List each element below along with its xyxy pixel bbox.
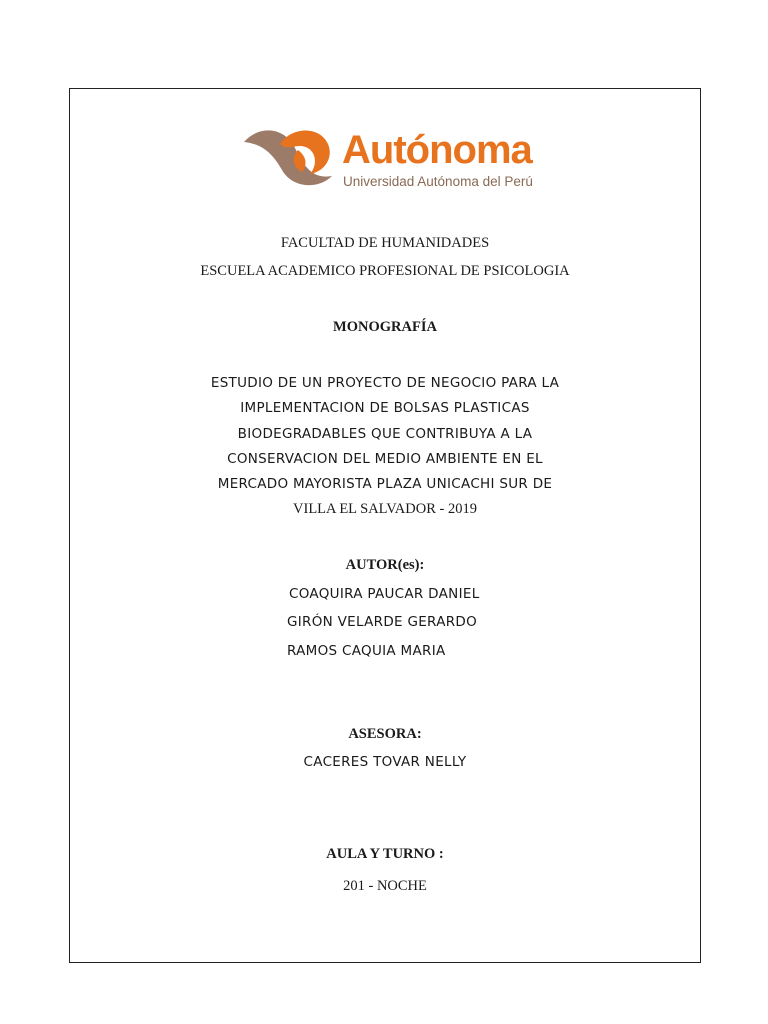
author-name: COAQUIRA PAUCAR DANIEL <box>289 586 480 602</box>
advisor-label: ASESORA: <box>348 726 422 742</box>
title-line: VILLA EL SALVADOR - 2019 <box>293 501 477 517</box>
logo-subtitle: Universidad Autónoma del Perú <box>343 174 533 189</box>
autonoma-swirl-icon <box>240 122 336 194</box>
faculty-name: FACULTAD DE HUMANIDADES <box>280 235 490 251</box>
title-line: CONSERVACION DEL MEDIO AMBIENTE EN EL <box>227 451 543 467</box>
classroom-label: AULA Y TURNO : <box>326 846 444 862</box>
school-name: ESCUELA ACADEMICO PROFESIONAL DE PSICOLOGIA <box>200 263 570 279</box>
title-line: MERCADO MAYORISTA PLAZA UNICACHI SUR DE <box>217 476 553 492</box>
title-line: IMPLEMENTACION DE BOLSAS PLASTICAS <box>240 400 530 416</box>
title-line: ESTUDIO DE UN PROYECTO DE NEGOCIO PARA LA <box>210 375 560 391</box>
classroom-value: 201 - NOCHE <box>343 878 427 894</box>
page-border <box>69 88 701 963</box>
university-logo <box>240 122 540 194</box>
author-name: GIRÓN VELARDE GERARDO <box>287 614 478 630</box>
advisor-name: CACERES TOVAR NELLY <box>303 754 467 770</box>
authors-label: AUTOR(es): <box>345 557 425 573</box>
title-line: BIODEGRADABLES QUE CONTRIBUYA A LA <box>237 426 533 442</box>
logo-wordmark: Autónoma <box>342 128 532 172</box>
document-type: MONOGRAFÍA <box>333 319 437 335</box>
author-name: RAMOS CAQUIA MARIA <box>287 643 446 659</box>
